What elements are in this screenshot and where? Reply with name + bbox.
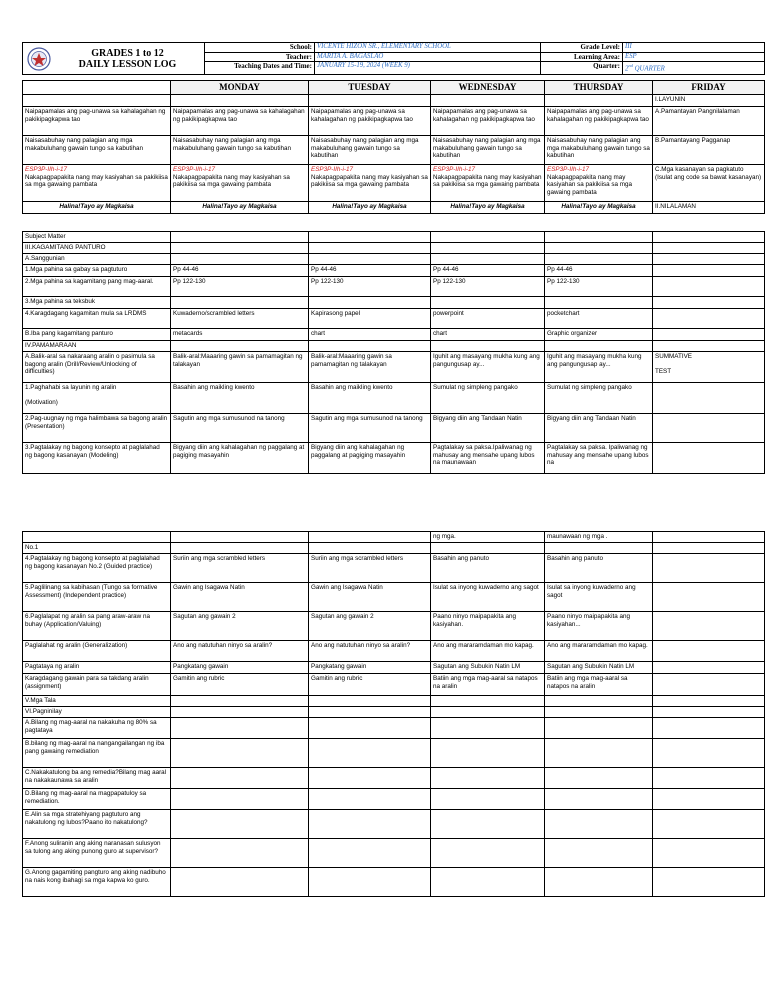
objective-cell: Naisasabuhay nang palagian ang mga makabuluhang gawain tungo sa kabutihan xyxy=(431,136,545,165)
procedures-section xyxy=(22,231,764,474)
day-cell: pocketchart xyxy=(545,309,653,329)
reflection-row xyxy=(23,674,765,696)
procedure-row xyxy=(23,265,765,277)
day-cell xyxy=(171,696,309,707)
row-label: No.1 xyxy=(23,543,171,554)
day-cell: maunawaan ng mga . xyxy=(545,532,653,543)
competency-cell xyxy=(431,165,545,202)
competency-code: ESP3P-IIh-i-17 xyxy=(547,166,589,173)
objective-cell: Halina!Tayo ay Magkaisa xyxy=(309,202,431,214)
area-label: Learning Area: xyxy=(541,52,623,62)
day-cell xyxy=(653,868,765,897)
objective-cell xyxy=(171,95,309,107)
day-cell: chart xyxy=(309,329,431,341)
row-label: 1.Paghahabi sa layunin ng aralin (Motivation) xyxy=(23,383,171,414)
day-cell: Kapirasong papel xyxy=(309,309,431,329)
day-cell xyxy=(653,810,765,839)
procedure-row xyxy=(23,341,765,352)
day-cell xyxy=(309,232,431,243)
day-cell xyxy=(431,789,545,810)
day-cell xyxy=(653,383,765,414)
day-cell: Pp 44-46 xyxy=(431,265,545,277)
day-cell xyxy=(545,254,653,265)
day-cell: Pp 122-130 xyxy=(545,277,653,297)
day-cell: Basahin ang maikling kwento xyxy=(309,383,431,414)
day-cell xyxy=(653,789,765,810)
objective-row xyxy=(23,95,765,107)
day-cell: Sagutan ang gawain 2 xyxy=(309,612,431,641)
day-tuesday: TUESDAY xyxy=(309,81,431,95)
objective-row xyxy=(23,202,765,214)
day-cell xyxy=(653,443,765,474)
reflection-row xyxy=(23,612,765,641)
day-cell xyxy=(431,768,545,789)
objective-cell: Halina!Tayo ay Magkaisa xyxy=(545,202,653,214)
day-cell: Graphic organizer xyxy=(545,329,653,341)
day-cell xyxy=(545,789,653,810)
day-cell: Iguhit ang masayang mukha kung ang pangungusap ay... xyxy=(431,352,545,383)
day-cell: ng mga. xyxy=(431,532,545,543)
objective-cell xyxy=(431,95,545,107)
day-cell: Kuwaderno/scrambled letters xyxy=(171,309,309,329)
day-cell xyxy=(545,718,653,739)
row-label: 6.Paglalapat ng aralin sa pang araw-araw na buhay (Application/Valuing) xyxy=(23,612,171,641)
day-cell: Batiin ang mga mag-aaral sa natapos na aralin xyxy=(431,674,545,696)
row-label: D.Bilang ng mag-aaral na magpapatuloy sa remediation. xyxy=(23,789,171,810)
objective-cell: Naisasabuhay nang palagian ang mga makabuluhang gawain tungo sa kabutihan xyxy=(545,136,653,165)
day-cell xyxy=(653,532,765,543)
day-header-row xyxy=(23,81,765,95)
row-label: B.bilang ng mag-aaral na nangangailangan ng iba pang gawaing remediation xyxy=(23,739,171,768)
day-cell xyxy=(653,674,765,696)
day-cell: Gawin ang Isagawa Natin xyxy=(309,583,431,612)
day-cell xyxy=(309,868,431,897)
procedure-row xyxy=(23,297,765,309)
day-cell xyxy=(171,739,309,768)
day-cell xyxy=(431,696,545,707)
header-title-line1: GRADES 1 to 12 xyxy=(91,47,164,59)
day-cell: Sagutan ang Subukin Natin LM xyxy=(431,662,545,674)
day-cell xyxy=(653,612,765,641)
day-cell: Basahin ang panuto xyxy=(545,554,653,583)
day-cell xyxy=(545,739,653,768)
day-cell xyxy=(431,868,545,897)
day-cell: Sumulat ng simpleng pangako xyxy=(431,383,545,414)
day-cell xyxy=(171,341,309,352)
objective-cell: Halina!Tayo ay Magkaisa xyxy=(431,202,545,214)
competency-code: ESP3P-IIh-i-17 xyxy=(433,166,475,173)
reflection-row xyxy=(23,707,765,718)
objective-cell: Naipapamalas ang pag-unawa sa kahalagahan ng pakikipagkapwa tao xyxy=(23,107,171,136)
competency-text: Nakapagpapakita nang may kasiyahan sa pakikiisa sa mga gawaing pambata xyxy=(311,173,428,189)
competency-code: ESP3P-IIh-i-17 xyxy=(25,166,67,173)
objective-cell: Naipapamalas ang pag-unawa sa kahalagahan ng pakikipagkapwa tao xyxy=(171,107,309,136)
reflection-row xyxy=(23,768,765,789)
procedure-row xyxy=(23,254,765,265)
day-cell: Pp 122-130 xyxy=(171,277,309,297)
day-cell xyxy=(653,277,765,297)
row-label: A.Bilang ng mag-aaral na nakakuha ng 80% sa pagtataya xyxy=(23,718,171,739)
day-cell xyxy=(309,254,431,265)
day-cell: Iguhit ang masayang mukha kung ang pangungusap ay... xyxy=(545,352,653,383)
day-cell xyxy=(171,839,309,868)
day-cell xyxy=(653,543,765,554)
procedure-row xyxy=(23,277,765,297)
quarter-label: Quarter: xyxy=(541,62,623,75)
day-cell xyxy=(653,341,765,352)
day-cell xyxy=(171,810,309,839)
day-cell xyxy=(653,254,765,265)
row-label xyxy=(23,532,171,543)
reflection-row xyxy=(23,868,765,897)
reflection-row xyxy=(23,789,765,810)
day-cell: Batiin ang mga mag-aaral sa natapos na aralin xyxy=(545,674,653,696)
row-label: 2.Pag-uugnay ng mga halimbawa sa bagong aralin (Presentation) xyxy=(23,414,171,443)
day-cell: Pagtalakay sa paksa. Ipaliwanag ng mahusay ang mensahe upang lubos na xyxy=(545,443,653,474)
day-cell xyxy=(309,543,431,554)
day-cell: Suriin ang mga scrambled letters xyxy=(309,554,431,583)
objective-cell xyxy=(545,95,653,107)
procedure-row xyxy=(23,243,765,254)
day-cell xyxy=(171,789,309,810)
day-cell xyxy=(431,254,545,265)
reflection-row xyxy=(23,641,765,662)
day-cell xyxy=(431,707,545,718)
day-cell xyxy=(171,868,309,897)
day-cell: Isulat sa inyong kuwaderno ang sagot xyxy=(545,583,653,612)
competency-cell xyxy=(309,165,431,202)
school-value: VICENTE HIZON SR., ELEMENTARY SCHOOL xyxy=(315,43,541,53)
row-label: IV.PAMAMARAAN xyxy=(23,341,171,352)
day-cell xyxy=(545,768,653,789)
competency-text: Nakapagpapakita nang may kasiyahan sa pakikiisa sa mga gawaing pambata xyxy=(25,173,168,189)
day-cell xyxy=(431,232,545,243)
objective-row xyxy=(23,165,765,202)
school-label: School: xyxy=(205,43,315,53)
day-cell xyxy=(309,789,431,810)
objective-label: A.Pamantayan Pangnilalaman xyxy=(653,107,765,136)
day-cell: Ano ang mararamdaman mo kapag. xyxy=(431,641,545,662)
reflection-row xyxy=(23,662,765,674)
day-cell xyxy=(309,707,431,718)
header-title-line2: DAILY LESSON LOG xyxy=(78,58,177,70)
day-cell: Ano ang natutuhan ninyo sa aralin? xyxy=(309,641,431,662)
day-cell xyxy=(309,768,431,789)
day-monday: MONDAY xyxy=(171,81,309,95)
reflection-row xyxy=(23,810,765,839)
day-cell: Bigyang diin ang kahalagahan ng paggalang at pagiging masayahin xyxy=(309,443,431,474)
quarter-sup: nd xyxy=(628,63,633,69)
reflection-row xyxy=(23,543,765,554)
day-friday: FRIDAY xyxy=(653,81,765,95)
quarter-num: 2 xyxy=(625,65,629,73)
day-cell xyxy=(171,707,309,718)
objective-cell: Naipapamalas ang pag-unawa sa kahalagahan ng pakikipagkapwa tao xyxy=(431,107,545,136)
procedure-row xyxy=(23,383,765,414)
quarter-rest: QUARTER xyxy=(632,65,665,73)
day-cell: powerpoint xyxy=(431,309,545,329)
day-cell xyxy=(309,810,431,839)
row-label: G.Anong gagamiting pangturo ang aking nadibuho na nais kong ibahagi sa mga kapwa ko guro. xyxy=(23,868,171,897)
day-cell xyxy=(431,839,545,868)
day-cell xyxy=(171,718,309,739)
row-label: C.Nakakatulong ba ang remedia?Bilang mag aaral na nakakaunawa sa aralin xyxy=(23,768,171,789)
day-cell: Gamitin ang rubric xyxy=(309,674,431,696)
procedure-row xyxy=(23,443,765,474)
reflection-row xyxy=(23,739,765,768)
day-cell: Bigyang diin ang Tandaan Natin xyxy=(431,414,545,443)
day-cell xyxy=(171,297,309,309)
competency-cell xyxy=(545,165,653,202)
day-cell xyxy=(431,718,545,739)
row-label: Subject Matter xyxy=(23,232,171,243)
competency-code: ESP3P-IIh-i-17 xyxy=(311,166,353,173)
day-cell: Basahin ang maikling kwento xyxy=(171,383,309,414)
objective-cell xyxy=(23,95,171,107)
objective-cell xyxy=(309,95,431,107)
objective-label: B.Pamantayang Pagganap xyxy=(653,136,765,165)
day-cell: Gamitin ang rubric xyxy=(171,674,309,696)
day-cell xyxy=(545,341,653,352)
day-cell xyxy=(653,583,765,612)
objective-label: C.Mga kasanayan sa pagkatuto (Isulat ang code sa bawat kasanayan) xyxy=(653,165,765,202)
day-cell xyxy=(653,414,765,443)
objective-cell: Naipapamalas ang pag-unawa sa kahalagahan ng pakikipagkapwa tao xyxy=(309,107,431,136)
day-cell xyxy=(653,329,765,341)
day-cell xyxy=(431,739,545,768)
day-cell xyxy=(431,243,545,254)
day-cell xyxy=(653,243,765,254)
procedure-row xyxy=(23,309,765,329)
day-cell: chart xyxy=(431,329,545,341)
day-cell xyxy=(309,297,431,309)
day-cell xyxy=(431,297,545,309)
day-cell xyxy=(545,543,653,554)
day-cell xyxy=(309,243,431,254)
objective-cell: Naisasabuhay nang palagian ang mga makabuluhang gawain tungo sa kabutihan xyxy=(309,136,431,165)
day-cell xyxy=(431,341,545,352)
reflection-section xyxy=(22,531,764,897)
objectives-section xyxy=(22,80,764,214)
objective-cell: Halina!Tayo ay Magkaisa xyxy=(171,202,309,214)
day-cell: Bigyang diin ang kahalagahan ng paggalang at pagiging masayahin xyxy=(171,443,309,474)
day-cell xyxy=(653,232,765,243)
competency-text: Nakapagpapakita nang may kasiyahan sa pakikiisa sa mga gawaing pambata xyxy=(173,173,290,189)
objective-cell: Naisasabuhay nang palagian ang mga makabuluhang gawain tungo sa kabutihan xyxy=(171,136,309,165)
day-cell: Balik-aral:Maaaring gawin sa pamamagitan ng talakayan xyxy=(171,352,309,383)
objective-row xyxy=(23,107,765,136)
day-cell: Pp 122-130 xyxy=(309,277,431,297)
day-cell xyxy=(653,662,765,674)
day-cell xyxy=(545,696,653,707)
day-cell xyxy=(653,839,765,868)
day-cell xyxy=(545,707,653,718)
day-cell: Pagtalakay sa paksa.Ipaliwanag ng mahusay ang mensahe upang lubos na maunawaan xyxy=(431,443,545,474)
day-cell xyxy=(545,243,653,254)
day-cell xyxy=(171,532,309,543)
day-cell xyxy=(545,839,653,868)
day-cell xyxy=(171,543,309,554)
objective-row xyxy=(23,136,765,165)
teacher-value: MARITA A. BAGASLAO xyxy=(315,52,541,62)
day-cell xyxy=(653,265,765,277)
header-block xyxy=(22,42,764,73)
competency-text: Nakapagpapakita nang may kasiyahan sa pakikiisa sa mga gawaing pambata xyxy=(547,173,633,197)
day-cell xyxy=(653,297,765,309)
quarter-value xyxy=(623,62,765,75)
day-wednesday: WEDNESDAY xyxy=(431,81,545,95)
objective-label: II.NILALAMAN xyxy=(653,202,765,214)
day-cell xyxy=(653,641,765,662)
day-cell: Isulat sa inyong kuwaderno ang sagot xyxy=(431,583,545,612)
row-label: 1.Mga pahina sa gabay sa pagtuturo xyxy=(23,265,171,277)
day-cell: Suriin ang mga scrambled letters xyxy=(171,554,309,583)
day-cell: Basahin ang panuto xyxy=(431,554,545,583)
row-label: F.Anong suliranin ang aking naranasan sulusyon sa tulong ang aking punong guro at supervisor? xyxy=(23,839,171,868)
procedure-row xyxy=(23,329,765,341)
day-cell xyxy=(431,543,545,554)
day-cell: Ano ang natutuhan ninyo sa aralin? xyxy=(171,641,309,662)
row-label: Pagtataya ng aralin xyxy=(23,662,171,674)
row-label: Karagdagang gawain para sa takdang aralin (assignment) xyxy=(23,674,171,696)
day-cell: Gawin ang Isagawa Natin xyxy=(171,583,309,612)
day-cell xyxy=(309,718,431,739)
objective-cell: Naipapamalas ang pag-unawa sa kahalagahan ng pakikipagkapwa tao xyxy=(545,107,653,136)
row-label: VI.Pagninilay xyxy=(23,707,171,718)
procedure-row xyxy=(23,232,765,243)
day-cell xyxy=(545,232,653,243)
day-cell: Paano ninyo maipapakita ang kasiyahan... xyxy=(545,612,653,641)
day-cell xyxy=(545,297,653,309)
day-cell xyxy=(653,768,765,789)
day-cell xyxy=(545,810,653,839)
procedure-row xyxy=(23,352,765,383)
day-cell: Sagutan ang gawain 2 xyxy=(171,612,309,641)
day-cell: Balik-aral:Maaaring gawin sa pamamagitan ng talakayan xyxy=(309,352,431,383)
day-cell: Pp 122-130 xyxy=(431,277,545,297)
row-label: A.Balik-aral sa nakaraang aralin o pasimula sa bagong aralin (Drill/Review/Unlocking of difficulties) xyxy=(23,352,171,383)
dates-value: JANUARY 15-19, 2024 (WEEK 9) xyxy=(315,62,541,75)
row-label: V.Mga Tala xyxy=(23,696,171,707)
grade-label: Grade Level: xyxy=(541,43,623,53)
day-cell xyxy=(653,718,765,739)
row-label: 4.Pagtalakay ng bagong konsepto at paglalahad ng bagong kasanayan No.2 (Guided practice) xyxy=(23,554,171,583)
day-cell: Paano ninyo maipapakita ang kasiyahan. xyxy=(431,612,545,641)
day-cell: Pp 44-46 xyxy=(545,265,653,277)
reflection-row xyxy=(23,718,765,739)
day-cell: metacards xyxy=(171,329,309,341)
day-cell: Sagutin ang mga sumusunod na tanong xyxy=(171,414,309,443)
competency-cell xyxy=(171,165,309,202)
row-label: E.Alin sa mga stratehiyang pagtuturo ang nakatulong ng lubos?Paano ito nakatulong? xyxy=(23,810,171,839)
row-label: Paglalahat ng aralin (Generalization) xyxy=(23,641,171,662)
day-cell: Pp 44-46 xyxy=(171,265,309,277)
day-cell xyxy=(431,810,545,839)
day-header-blank xyxy=(23,81,171,95)
row-label: III.KAGAMITANG PANTURO xyxy=(23,243,171,254)
day-cell: Pangkatang gawain xyxy=(171,662,309,674)
day-cell xyxy=(309,739,431,768)
day-cell xyxy=(653,696,765,707)
row-label: A.Sanggunian xyxy=(23,254,171,265)
header-title-cell xyxy=(23,43,205,75)
procedure-row xyxy=(23,414,765,443)
reflection-row xyxy=(23,554,765,583)
area-value: ESP xyxy=(623,52,765,62)
objective-label: I.LAYUNIN xyxy=(653,95,765,107)
competency-cell xyxy=(23,165,171,202)
reflection-row xyxy=(23,839,765,868)
objective-cell: Naisasabuhay nang palagian ang mga makabuluhang gawain tungo sa kabutihan xyxy=(23,136,171,165)
day-cell: Sagutan ang Subukin Natin LM xyxy=(545,662,653,674)
day-thursday: THURSDAY xyxy=(545,81,653,95)
day-cell xyxy=(171,254,309,265)
day-cell xyxy=(309,839,431,868)
reflection-row xyxy=(23,532,765,543)
teacher-label: Teacher: xyxy=(205,52,315,62)
day-cell: Sagutin ang mga sumusunod na tanong xyxy=(309,414,431,443)
deped-seal-icon xyxy=(27,47,51,71)
row-label: 5.Paglilinang sa kabihasan (Tungo sa formative Assessment) (Independent practice) xyxy=(23,583,171,612)
day-cell xyxy=(309,341,431,352)
row-label: B.Iba pang kagamitang panturo xyxy=(23,329,171,341)
day-cell: Pangkatang gawain xyxy=(309,662,431,674)
day-cell xyxy=(653,554,765,583)
day-cell xyxy=(653,739,765,768)
day-cell xyxy=(171,243,309,254)
day-cell xyxy=(309,696,431,707)
objective-cell: Halina!Tayo ay Magkaisa xyxy=(23,202,171,214)
day-cell: Ano ang mararamdaman mo kapag. xyxy=(545,641,653,662)
day-cell: Sumulat ng simpleng pangako xyxy=(545,383,653,414)
row-label: 4.Karagdagang kagamitan mula sa LRDMS xyxy=(23,309,171,329)
grade-value: III xyxy=(623,43,765,53)
day-cell xyxy=(171,232,309,243)
day-cell xyxy=(309,532,431,543)
competency-code: ESP3P-IIh-i-17 xyxy=(173,166,215,173)
reflection-row xyxy=(23,583,765,612)
day-cell: SUMMATIVE TEST xyxy=(653,352,765,383)
day-cell xyxy=(545,868,653,897)
dates-label: Teaching Dates and Time: xyxy=(205,62,315,75)
row-label: 3.Pagtalakay ng bagong konsepto at paglalahad ng bagong kasanayan (Modeling) xyxy=(23,443,171,474)
day-cell xyxy=(171,768,309,789)
reflection-row xyxy=(23,696,765,707)
row-label: 3.Mga pahina sa teksbuk xyxy=(23,297,171,309)
day-cell xyxy=(653,707,765,718)
competency-text: Nakapagpapakita nang may kasiyahan sa pakikiisa sa mga gawaing pambata xyxy=(433,173,542,189)
row-label: 2.Mga pahina sa kagamitang pang mag-aaral. xyxy=(23,277,171,297)
day-cell: Bigyang diin ang Tandaan Natin xyxy=(545,414,653,443)
day-cell: Pp 44-46 xyxy=(309,265,431,277)
day-cell xyxy=(653,309,765,329)
